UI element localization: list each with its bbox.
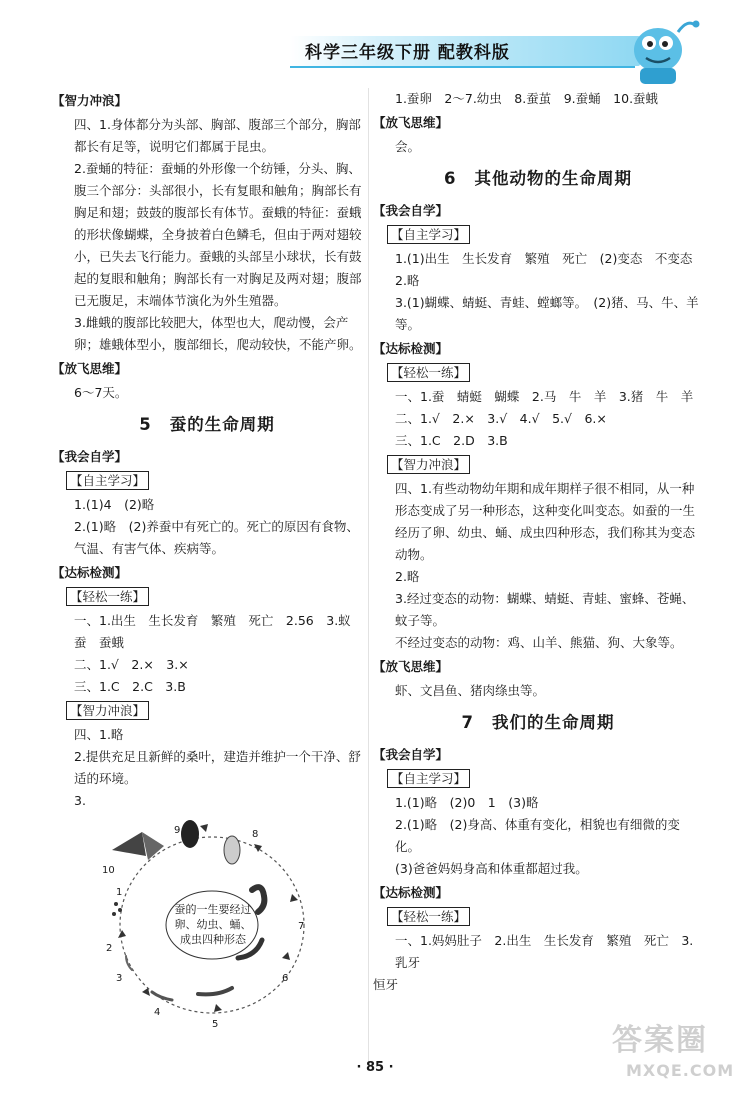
answer-zz2-1: 1.(1)略 (2)0 1 (3)略 [395, 795, 539, 810]
answer-fangfei-2: 虾、文昌鱼、猪肉绦虫等。 [395, 683, 546, 698]
answer-zl-3b: 不经过变态的动物：鸡、山羊、熊猫、狗、大象等。 [395, 635, 683, 650]
silkworm-lifecycle-diagram [102, 820, 322, 1030]
answer-fangfei: 6～7天。 [74, 385, 128, 400]
section-tag-dabiao: 【达标检测】 [52, 565, 128, 580]
section-tag-qingsong [373, 362, 703, 384]
diagram-label-3: 3 [116, 973, 123, 984]
section-tag-zhili: 【智力冲浪】 [52, 93, 128, 108]
answer-zz2-2: 2.(1)略 (2)身高、体重有变化，相貌也有细微的变化。 [395, 817, 680, 854]
answer-zl-3: 3. [74, 793, 86, 808]
watermark-text: 答案圈 [612, 1023, 708, 1058]
section-6-number: 6 [444, 169, 457, 188]
section-tag-zizhu-2 [373, 768, 703, 790]
boxed-label: 【自主学习】 [66, 471, 149, 490]
diagram-label-10: 10 [102, 865, 115, 876]
diagram-label-7: 7 [298, 921, 305, 932]
section-6-heading [373, 168, 703, 190]
diagram-label-2: 2 [106, 943, 113, 954]
boxed-label: 【智力冲浪】 [66, 701, 149, 720]
section-tag-zizhu [52, 470, 362, 492]
section-tag-wohui: 【我会自学】 [52, 449, 128, 464]
section-5-number: 5 [139, 415, 152, 434]
page-number: · 85 · [356, 1060, 394, 1075]
larva-icon [252, 887, 264, 912]
lifecycle-center-text: 蚕的一生要经过卵、幼虫、蛹、成虫四种形态 [174, 903, 252, 946]
section-tag-zhili [373, 454, 703, 476]
section-tag-wohui: 【我会自学】 [373, 203, 449, 218]
page-header-title: 科学三年级下册 配教科版 [305, 43, 510, 63]
answer-zl-3a: 3.经过变态的动物：蝴蝶、蜻蜓、青蛙、蜜蜂、苍蝇、蚊子等。 [395, 591, 695, 628]
section-7-title: 我们的生命周期 [491, 713, 615, 732]
answer-zz2-3: (3)爸爸妈妈身高和体重都超过我。 [395, 861, 588, 876]
pupa-icon [181, 820, 199, 848]
header-line [290, 66, 635, 68]
section-tag-qingsong-2 [373, 906, 703, 928]
section-6-title: 其他动物的生命周期 [474, 169, 632, 188]
boxed-label: 【自主学习】 [387, 225, 470, 244]
boxed-label: 【轻松一练】 [387, 907, 470, 926]
diagram-label-1: 1 [116, 887, 123, 898]
answer-zz-3: 3.(1)蝴蝶、蜻蜓、青蛙、螳螂等。 (2)猪、马、牛、羊等。 [395, 295, 699, 332]
diagram-label-6: 6 [282, 973, 289, 984]
section-tag-dabiao-2: 【达标检测】 [373, 885, 449, 900]
answer-zl-2: 2.略 [395, 569, 420, 584]
section-5-title: 蚕的生命周期 [169, 415, 275, 434]
watermark-logo [612, 1015, 742, 1090]
cocoon-icon [224, 836, 240, 864]
answer-zz-2: 2.略 [395, 273, 420, 288]
mascot-icon [622, 10, 702, 90]
answer-qs-2: 二、1.√ 2.× 3.√ 4.√ 5.√ 6.× [395, 411, 607, 426]
section-tag-fangfei: 【放飞思维】 [52, 361, 128, 376]
answer-qs-3: 三、1.C 2.C 3.B [74, 679, 186, 694]
answer-zl-1: 四、1.有些动物幼年期和成年期样子很不相同，从一种形态变成了另一种形态，这种变化叫变态。如蚕的一生经历了卵、幼虫、蛹、成虫四种形态，我们称其为变态动物。 [395, 481, 696, 562]
boxed-label: 【轻松一练】 [66, 587, 149, 606]
answer-zizhu-2: 2.(1)略 (2)养蚕中有死亡的。死亡的原因有食物、气温、有害气体、疾病等。 [74, 519, 359, 556]
section-tag-fangfei-2: 【放飞思维】 [373, 659, 449, 674]
answer-q4-2: 2.蚕蛹的特征：蚕蛹的外形像一个纺锤，分头、胸、腹三个部分：头部很小，长有复眼和触角；胸部长有胸足和翅；鼓鼓的腹部长有体节。蚕蛾的特征：蚕蛾的形状像蝴蝶，全身披着白色鳞毛，但由于两对翅较小，已失去飞行能力。蚕蛾的头部呈小球状，长有鼓起的复眼和触角；胸部长有一对胸足及两对翅；腹部已无腹足，末端体节演化为外生殖器。 [74, 161, 362, 308]
boxed-label: 【自主学习】 [387, 769, 470, 788]
answer-top: 1.蚕卵 2～7.幼虫 8.蚕茧 9.蚕蛹 10.蚕蛾 [395, 91, 659, 106]
diagram-label-8: 8 [252, 829, 259, 840]
answer-zz-1: 1.(1)出生 生长发育 繁殖 死亡 (2)变态 不变态 [395, 251, 693, 266]
left-column [52, 88, 362, 1030]
answer-qs-1: 一、1.蚕 蜻蜓 蝴蝶 2.马 牛 羊 3.猪 牛 羊 [395, 389, 694, 404]
section-tag-fangfei: 【放飞思维】 [373, 115, 449, 130]
section-tag-wohui-2: 【我会自学】 [373, 747, 449, 762]
section-tag-dabiao: 【达标检测】 [373, 341, 449, 356]
column-divider [368, 88, 369, 1068]
section-5-heading [52, 414, 362, 436]
section-tag-zizhu [373, 224, 703, 246]
answer-qs-1: 一、1.出生 生长发育 繁殖 死亡 2.56 3.蚁蚕 蚕蛾 [74, 613, 351, 650]
answer-qs-2: 二、1.√ 2.× 3.× [74, 657, 189, 672]
diagram-label-4: 4 [154, 1007, 161, 1018]
answer-qs2-1b: 恒牙 [373, 977, 399, 992]
right-column [373, 88, 703, 996]
answer-fangfei: 会。 [395, 139, 421, 154]
answer-zizhu-1: 1.(1)4 (2)略 [74, 497, 155, 512]
watermark-url: MXQE.COM [626, 1061, 735, 1080]
answer-zl-1: 四、1.略 [74, 727, 124, 742]
answer-q4-3: 3.雌蛾的腹部比较肥大，体型也大，爬动慢，会产卵；雄蛾体型小，腹部细长，爬动较快，不能产卵。 [74, 315, 362, 352]
diagram-label-5: 5 [212, 1019, 219, 1030]
answer-qs2-1: 一、1.妈妈肚子 2.出生 生长发育 繁殖 死亡 3.乳牙 [395, 933, 694, 970]
answer-zl-2: 2.提供充足且新鲜的桑叶，建造并维护一个干净、舒适的环境。 [74, 749, 361, 786]
section-7-heading [373, 712, 703, 734]
section-tag-qingsong [52, 586, 362, 608]
answer-qs-3: 三、1.C 2.D 3.B [395, 433, 508, 448]
boxed-label: 【智力冲浪】 [387, 455, 470, 474]
diagram-label-9: 9 [174, 825, 181, 836]
section-tag-zhili-2 [52, 700, 362, 722]
moth-icon [112, 832, 146, 856]
answer-q4-1: 四、1.身体都分为头部、胸部、腹部三个部分，胸部都长有足等，说明它们都属于昆虫。 [74, 117, 361, 154]
boxed-label: 【轻松一练】 [387, 363, 470, 382]
section-7-number: 7 [461, 713, 474, 732]
